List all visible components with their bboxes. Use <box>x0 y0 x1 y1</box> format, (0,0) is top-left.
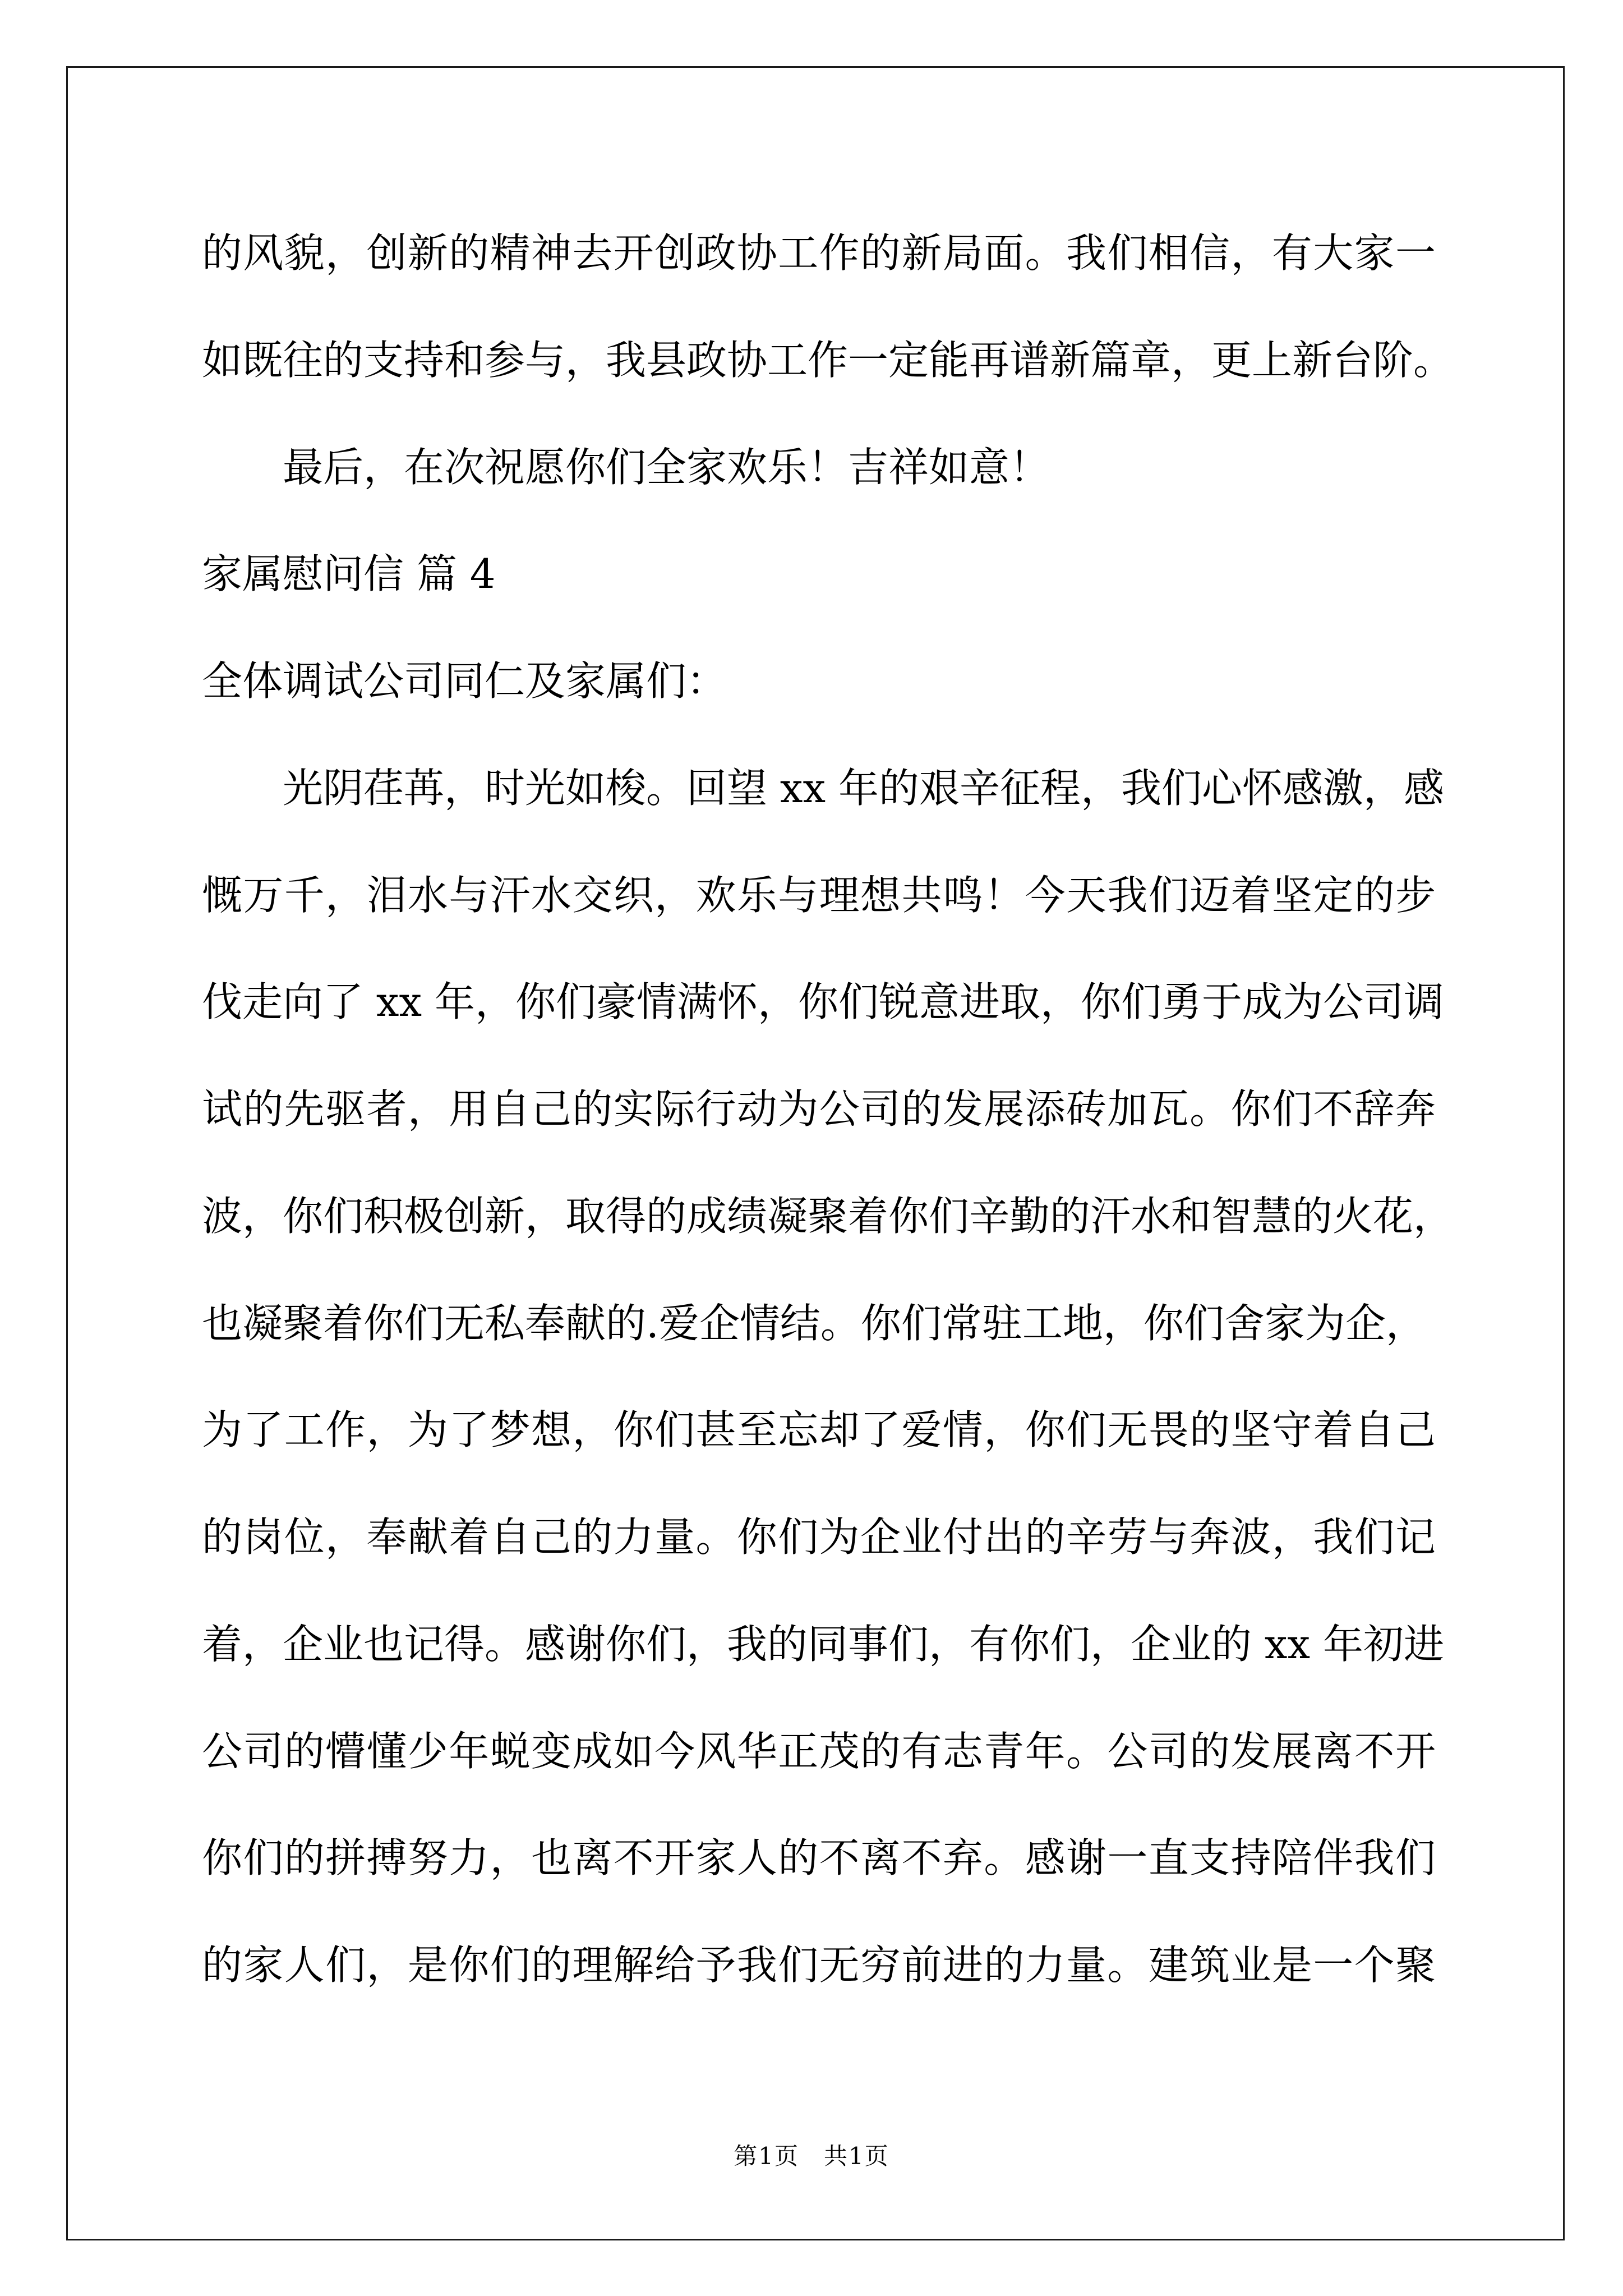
paragraph-line: 也凝聚着你们无私奉献的.爱企情结。你们常驻工地，你们舍家为企， <box>202 1299 1426 1347</box>
paragraph-line: 光阴荏苒，时光如梭。回望 xx 年的艰辛征程，我们心怀感激，感 <box>283 764 1444 812</box>
paragraph-line: 你们的拼搏努力，也离不开家人的不离不弃。感谢一直支持陪伴我们 <box>202 1834 1436 1882</box>
paragraph-line: 的风貌，创新的精神去开创政协工作的新局面。我们相信，有大家一 <box>202 229 1436 277</box>
closing-wish: 最后，在次祝愿你们全家欢乐！吉祥如意！ <box>283 443 1050 491</box>
document-body <box>202 200 1454 2019</box>
paragraph-line: 如既往的支持和参与，我县政协工作一定能再谱新篇章，更上新台阶。 <box>202 336 1454 384</box>
paragraph-line: 公司的懵懂少年蜕变成如今风华正茂的有志青年。公司的发展离不开 <box>202 1727 1436 1775</box>
page-footer: 第1页 共1页 <box>734 2142 889 2170</box>
paragraph-line: 波，你们积极创新，取得的成绩凝聚着你们辛勤的汗水和智慧的火花， <box>202 1192 1454 1240</box>
paragraph-line: 慨万千，泪水与汗水交织，欢乐与理想共鸣！今天我们迈着坚定的步 <box>202 871 1436 919</box>
salutation: 全体调试公司同仁及家属们： <box>202 657 727 705</box>
paragraph-line: 伐走向了 xx 年，你们豪情满怀，你们锐意进取，你们勇于成为公司调 <box>202 978 1444 1026</box>
paragraph-line: 着，企业也记得。感谢你们，我的同事们，有你们，企业的 xx 年初进 <box>202 1620 1444 1668</box>
paragraph-line: 的家人们，是你们的理解给予我们无穷前进的力量。建筑业是一个聚 <box>202 1941 1436 1989</box>
paragraph-line: 的岗位，奉献着自己的力量。你们为企业付出的辛劳与奔波，我们记 <box>202 1513 1436 1561</box>
paragraph-line: 试的先驱者，用自己的实际行动为公司的发展添砖加瓦。你们不辞奔 <box>202 1085 1436 1133</box>
section-heading: 家属慰问信 篇 4 <box>202 550 496 598</box>
paragraph-line: 为了工作，为了梦想，你们甚至忘却了爱情，你们无畏的坚守着自己 <box>202 1406 1436 1454</box>
